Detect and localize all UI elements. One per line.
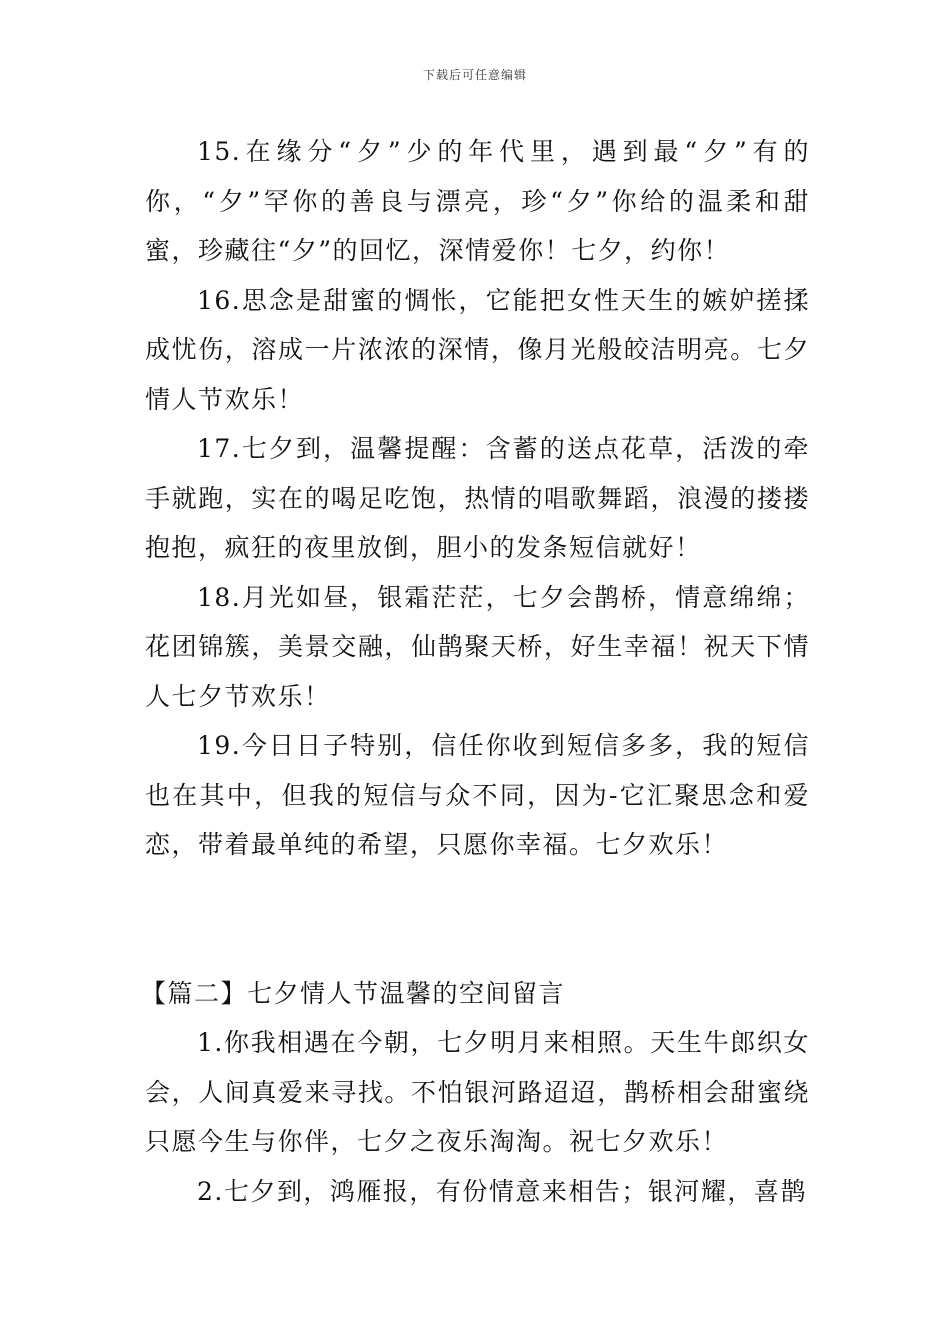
paragraph-19: 19.今日日子特别，信任你收到短信多多，我的短信也在其中，但我的短信与众不同，因为-它汇聚思念和爱恋，带着最单纯的希望，只愿你幸福。七夕欢乐！ bbox=[145, 731, 810, 859]
section-spacer bbox=[145, 870, 810, 969]
paragraph-16: 16.思念是甜蜜的惆怅，它能把女性天生的嫉妒搓揉成忧伤，溶成一片浓浓的深情，像月光般皎洁明亮。七夕情人节欢乐！ bbox=[145, 285, 810, 414]
paragraph-15: 15.在缘分“夕”少的年代里，遇到最“夕”有的你，“夕”罕你的善良与漂亮，珍“夕”你给的温柔和甜蜜，珍藏往“夕”的回忆，深情爱你！七夕，约你！ bbox=[145, 137, 810, 265]
paragraph-2: 2.七夕到，鸿雁报，有份情意来相告；银河耀，喜鹊 bbox=[197, 1176, 807, 1206]
header-note: 下载后可任意编辑 bbox=[422, 68, 527, 82]
paragraph-18: 18.月光如昼，银霜茫茫，七夕会鹊桥，情意绵绵；花团锦簇，美景交融，仙鹊聚天桥，好生幸福！祝天下情人七夕节欢乐！ bbox=[145, 582, 810, 711]
document-body bbox=[141, 127, 810, 1216]
paragraph-17: 17.七夕到，温馨提醒：含蓄的送点花草，活泼的牵手就跑，实在的喝足吃饱，热情的唱歌舞蹈，浪漫的搂搂抱抱，疯狂的夜里放倒，胆小的发条短信就好！ bbox=[145, 434, 810, 562]
section-title: 【篇二】七夕情人节温馨的空间留言 bbox=[141, 978, 566, 1008]
paragraph-1: 1.你我相遇在今朝，七夕明月来相照。天生牛郎织女会，人间真爱来寻找。不怕银河路迢迢，鹊桥相会甜蜜绕只愿今生与你伴，七夕之夜乐淘淘。祝七夕欢乐！ bbox=[145, 1028, 810, 1156]
